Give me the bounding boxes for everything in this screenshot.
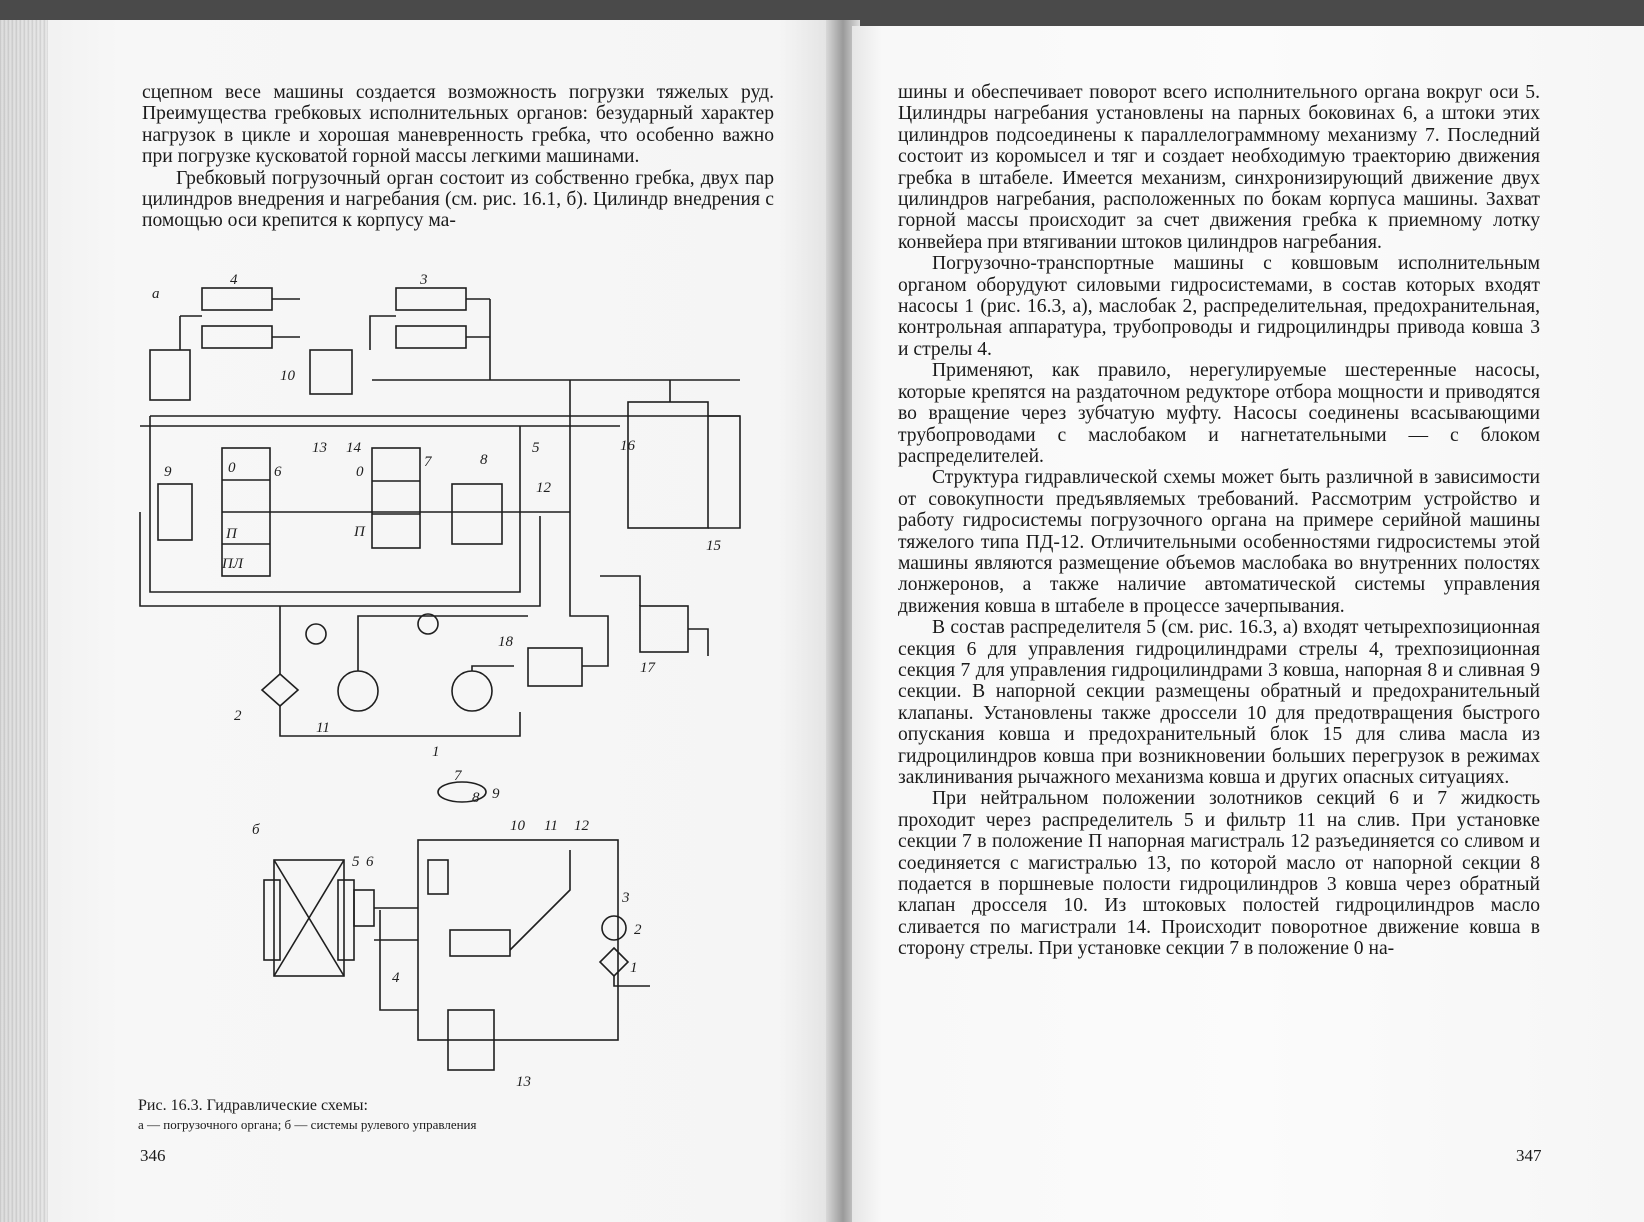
caption-subtitle: а — погрузочного органа; б — системы рулевого управления [138,1117,477,1132]
svg-text:ПЛ: ПЛ [222,556,243,572]
right-page-text [898,82,1540,960]
left-paragraph-2: Гребковый погрузочный орган состоит из собственно гребка, двух пар цилиндров внедрения и нагребания (см. рис. 16.1, б). Цилиндр внедрения с помощью оси крепится к корпусу ма- [142,167,774,232]
right-paragraph-6: При нейтральном положении золотников секций 6 и 7 жидкость проходит через распределитель 5 и фильтр 11 на слив. При установке секции 7 в положение П напорная магистраль 12 разъединяется со сливом и соединяется с магистралью 13, по которой масло от напорной секции 8 подается в поршневые полости гидроцилиндров 3 ковша через обратный клапан дросселя 10. Из штоковых полостей гидроцилиндров масло сливается по магистрали 14. Происходит поворотное движение ковша в сторону стрелы. При установке секции 7 в положение 0 на- [898,788,1540,960]
svg-text:6: 6 [274,464,282,480]
svg-text:9: 9 [164,464,172,480]
svg-text:5: 5 [532,440,540,456]
svg-text:8: 8 [472,790,480,806]
distributor-section-7 [372,448,420,548]
hydraulic-diagram-b [240,768,670,1090]
left-page-number: 346 [140,1146,166,1165]
svg-text:12: 12 [536,480,551,496]
throttle-block-left [150,350,190,400]
svg-text:7: 7 [424,454,432,470]
steering-cylinder-right [338,880,354,960]
svg-text:12: 12 [574,818,589,834]
svg-text:4: 4 [392,970,400,986]
svg-text:2: 2 [234,708,242,724]
svg-text:6: 6 [366,854,374,870]
left-paragraph-1: сцепном весе машины создается возможность погрузки тяжелых руд. Преимущества гребковых исполнительных органов: безударный характер нагрузок в цикле и хорошая маневренность гребка, что особенно важно при погрузке кусковатой горной массы легкими машинами. [142,82,774,168]
svg-text:16: 16 [620,438,635,454]
svg-text:3: 3 [420,272,428,288]
pump-3 [602,916,626,940]
caption-title: Рис. 16.3. Гидравлические схемы: [138,1097,368,1114]
page-edges [0,20,48,1222]
distributor-9 [428,860,448,894]
steering-cylinder-left [264,880,280,960]
filter-2 [600,948,628,976]
right-paragraph-4: Структура гидравлической схемы может быть различной в зависимости от совокупности предъявляемых требований. Рассмотрим устройство и работу гидросистемы погрузочного органа на примере серийной машины тяжелого типа ПД-12. Отличительными особенностями гидросистемы этой машины являются размещение объемов маслобака во внутренних полостях лонжеронов, а также наличие автоматической системы управления движения ковша в штабеле в процессе зачерпывания. [898,467,1540,617]
cylinder-4-lower [202,326,272,348]
figure-caption [138,1096,738,1134]
right-page-number: 347 [1516,1146,1542,1165]
valve-17 [640,606,688,652]
right-paragraph-2: Погрузочно-транспортные машины с ковшовым исполнительным органом оборудуют силовыми гидросистемами, в состав которых входят насосы 1 (рис. 16.3, а), маслобак 2, распределительная, предохранительная, контрольная аппаратура, трубопроводы и гидроцилиндры привода ковша 3 и стрелы 4. [898,253,1540,360]
svg-text:2: 2 [634,922,642,938]
drain-section-9 [158,484,192,540]
control-block [450,930,510,956]
pump-1a [338,671,378,711]
cylinder-4-upper [202,288,272,310]
svg-text:9: 9 [492,786,500,802]
svg-text:П: П [354,524,365,540]
svg-text:13: 13 [312,440,327,456]
throttle-10 [310,350,352,394]
svg-text:13: 13 [516,1074,531,1090]
svg-text:10: 10 [510,818,525,834]
svg-text:18: 18 [498,634,513,650]
svg-text:1: 1 [630,960,638,976]
steering-valve [354,890,374,926]
cylinder-3-lower [396,326,466,348]
svg-text:8: 8 [480,452,488,468]
hydraulic-diagram-a [140,272,780,776]
svg-text:10: 10 [280,368,295,384]
panel-label-b: б [252,822,260,838]
right-paragraph-3: Применяют, как правило, нерегулируемые шестеренные насосы, которые крепятся на раздаточном редукторе отбора мощности и приводятся во вращение через зубчатую муфту. Насосы соединены всасывающими трубопроводами с маслобаком и нагнетательными — с блоком распределителей. [898,360,1540,467]
svg-text:11: 11 [316,720,330,736]
pressure-section-8 [452,484,502,544]
svg-text:5: 5 [352,854,360,870]
pressure-gauge-left [306,624,326,644]
svg-text:0: 0 [228,460,236,476]
svg-text:15: 15 [706,538,721,554]
left-page-text [142,82,774,232]
svg-text:14: 14 [346,440,361,456]
pump-1b [452,671,492,711]
svg-text:17: 17 [640,660,655,676]
svg-text:1: 1 [432,744,440,760]
svg-text:0: 0 [356,464,364,480]
svg-text:11: 11 [544,818,558,834]
svg-text:4: 4 [230,272,238,288]
filter-11 [262,674,298,706]
pressure-gauge-right [418,614,438,634]
svg-text:П: П [226,526,237,542]
safety-block-15 [628,402,708,528]
svg-text:3: 3 [622,890,630,906]
cylinder-3-upper [396,288,466,310]
svg-text:7: 7 [454,768,462,784]
right-paragraph-5: В состав распределителя 5 (см. рис. 16.3, а) входят четырехпозиционная секция 6 для управления гидроцилиндрами стрелы 4, трехпозиционная секция 7 для управления гидроцилиндрами 3 ковша, напорная 8 и сливная 9 секции. В напорной секции размещены обратный и предохранительный клапаны. Установлены также дроссели 10 для предотвращения быстрого опускания ковша и предохранительный блок 15 для слива масла из гидроцилиндров ковша при возникновении больших перегрузок в режимах заклинивания рычажного механизма ковша и других опасных ситуациях. [898,617,1540,788]
right-paragraph-1: шины и обеспечивает поворот всего исполнительного органа вокруг оси 5. Цилиндры нагребания установлены на парных боковинах 6, а штоки этих цилиндров подсоединены к параллелограммному механизму 7. Последний состоит из коромысел и тяг и создает необходимую траекторию движения гребка в штабеле. Имеется механизм, синхронизирующий движение двух цилиндров нагребания, расположенных по бокам корпуса машины. Захват горной массы происходит за счет движения гребка к приемному лотку конвейера при втягивании штоков цилиндров нагребания. [898,82,1540,253]
panel-label-a: а [152,286,160,302]
valve-18 [528,648,582,686]
